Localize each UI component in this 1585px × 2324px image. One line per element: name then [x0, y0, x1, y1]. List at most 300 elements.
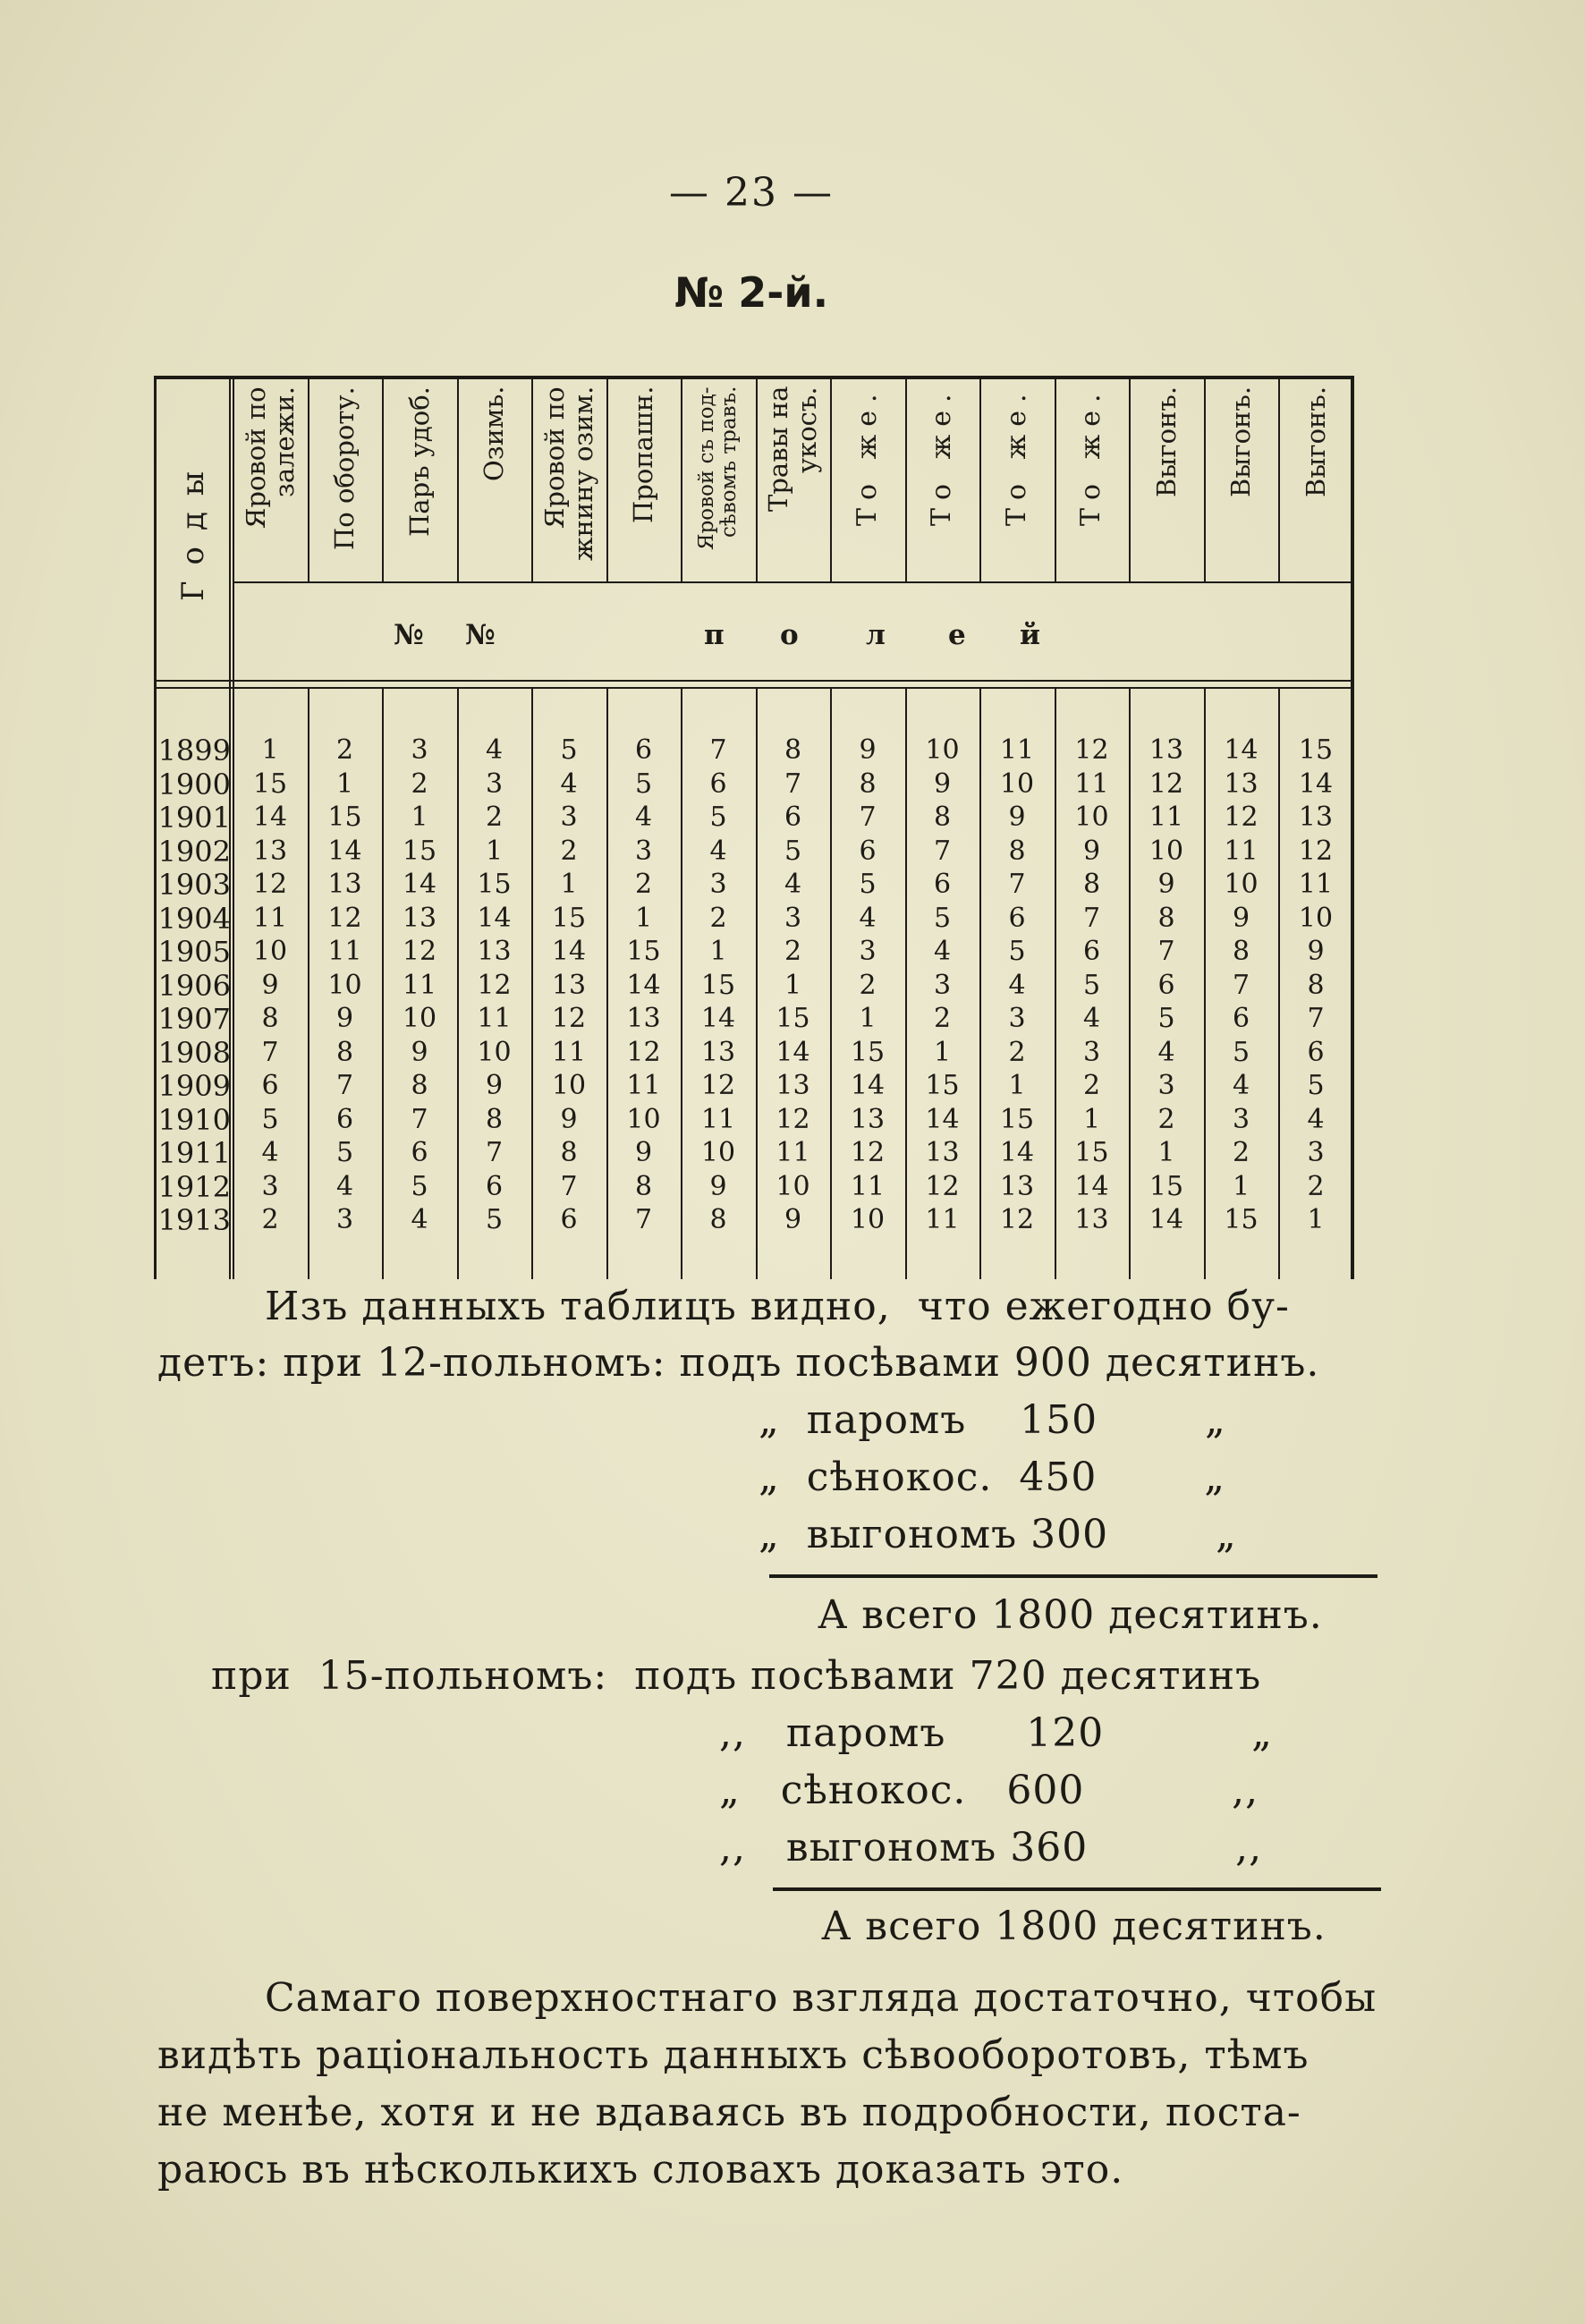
field-number-cell: 8 — [411, 1070, 428, 1101]
field-number-cell: 9 — [709, 1170, 727, 1202]
field-number-cell: 8 — [709, 1204, 727, 1235]
field-number-cell: 13 — [776, 1070, 810, 1101]
column-header-label: То же. — [851, 386, 883, 527]
field-number-cell: 5 — [1008, 936, 1026, 967]
field-number-cell: 1 — [1082, 1103, 1101, 1135]
year-cell: 1911 — [157, 1136, 231, 1170]
crop-rotation-table — [154, 376, 1352, 1279]
field-number-cell: 1 — [1008, 1070, 1026, 1101]
year-cell: 1902 — [157, 834, 231, 869]
field-number-cell: 9 — [261, 969, 279, 1001]
field-number-cell: 8 — [485, 1103, 504, 1135]
field-number-cell: 12 — [700, 1070, 736, 1101]
field-number-cell: 12 — [252, 869, 288, 900]
field-number-cell: 10 — [850, 1204, 886, 1235]
field-number-cell: 2 — [1157, 1103, 1175, 1135]
field-number-cell: 1 — [1157, 1137, 1175, 1168]
field-number-cell: 1 — [1232, 1170, 1250, 1202]
field-number-cell: 13 — [1074, 1204, 1109, 1235]
field-number-cell: 15 — [1148, 1170, 1184, 1202]
field-number-cell: 5 — [261, 1103, 279, 1135]
field-number-cell: 14 — [925, 1103, 960, 1135]
column-header — [756, 386, 831, 579]
year-cell: 1910 — [157, 1102, 231, 1137]
field-number-cell: 5 — [1082, 969, 1101, 1001]
field-number-cell: 15 — [850, 1036, 886, 1068]
field-number-cell: 1 — [261, 734, 279, 766]
field-number-cell: 7 — [485, 1137, 504, 1168]
field-number-cell: 1 — [784, 969, 802, 1001]
field-number-cell: 10 — [626, 1103, 661, 1135]
field-number-cell: 11 — [925, 1204, 960, 1235]
field-number-cell: 4 — [634, 802, 653, 833]
field-number-cell: 13 — [1148, 734, 1184, 766]
breakdown-line: „ сѣнокос. 600 ,, — [719, 1768, 1259, 1813]
field-number-cell: 9 — [335, 1003, 354, 1034]
fields-caption — [233, 610, 1352, 664]
column-header — [979, 386, 1055, 579]
field-number-cell: 15 — [626, 936, 661, 967]
field-number-cell: 14 — [850, 1070, 886, 1101]
years-header — [154, 376, 233, 680]
column-header-label: Выгонъ. — [1225, 386, 1257, 498]
year-cell: 1912 — [157, 1169, 231, 1204]
field-number-cell: 8 — [859, 768, 877, 800]
sum-rule — [769, 1574, 1377, 1578]
field-number-cell: 3 — [1157, 1070, 1175, 1101]
field-number-cell: 12 — [551, 1003, 587, 1034]
field-number-cell: 9 — [1157, 869, 1175, 900]
year-cell: 1908 — [157, 1035, 231, 1070]
field-number-cell: 7 — [784, 768, 802, 800]
paragraph-line: не менѣе, хотя и не вдаваясь въ подробности, поста- — [157, 2090, 1301, 2135]
fields-caption-glyph: й — [1020, 619, 1040, 651]
field-number-cell: 6 — [560, 1204, 578, 1235]
column-header-label: То же. — [1000, 386, 1032, 527]
field-number-cell: 8 — [1008, 835, 1026, 867]
field-number-cell: 4 — [411, 1204, 428, 1235]
year-cell: 1909 — [157, 1069, 231, 1103]
field-number-cell: 10 — [477, 1036, 512, 1068]
field-number-cell: 6 — [335, 1103, 354, 1135]
fields-caption-glyph: е — [948, 619, 966, 651]
field-number-cell: 6 — [485, 1170, 504, 1202]
field-number-cell: 9 — [784, 1204, 802, 1235]
field-number-cell: 9 — [859, 734, 877, 766]
column-header — [905, 386, 980, 579]
field-number-cell: 6 — [859, 835, 877, 867]
field-number-cell: 6 — [1307, 1036, 1325, 1068]
column-header-label: Выгонъ. — [1150, 386, 1182, 498]
field-number-cell: 11 — [327, 936, 362, 967]
field-number-cell: 9 — [1008, 802, 1026, 833]
field-number-cell: 7 — [709, 734, 727, 766]
field-number-cell: 7 — [1157, 936, 1175, 967]
field-number-cell: 10 — [1224, 869, 1259, 900]
field-number-cell: 15 — [477, 869, 512, 900]
table-title: № 2-й. — [674, 268, 829, 317]
field-number-cell: 14 — [551, 936, 587, 967]
field-number-cell: 1 — [859, 1003, 877, 1034]
field-number-cell: 3 — [933, 969, 952, 1001]
field-number-cell: 3 — [784, 902, 802, 934]
column-header-label: Выгонъ. — [1300, 386, 1331, 498]
field-number-cell: 4 — [709, 835, 727, 867]
field-number-cell: 15 — [1074, 1137, 1109, 1168]
field-number-cell: 7 — [1232, 969, 1250, 1001]
field-number-cell: 8 — [634, 1170, 653, 1202]
column-header — [1129, 386, 1204, 579]
field-number-cell: 10 — [1298, 902, 1334, 934]
field-number-cell: 5 — [560, 734, 578, 766]
column-header — [382, 386, 457, 579]
field-number-cell: 7 — [411, 1103, 428, 1135]
field-number-cell: 5 — [859, 869, 877, 900]
field-number-cell: 11 — [999, 734, 1035, 766]
year-cell: 1905 — [157, 935, 231, 969]
field-number-cell: 14 — [252, 802, 288, 833]
paragraph-line: раюсь въ нѣсколькихъ словахъ доказать это. — [157, 2147, 1124, 2193]
field-number-cell: 13 — [477, 936, 512, 967]
field-number-cell: 11 — [850, 1170, 886, 1202]
field-number-cell: 6 — [1082, 936, 1101, 967]
field-number-cell: 9 — [1232, 902, 1250, 934]
header-bottom-rule — [154, 687, 1353, 689]
field-number-cell: 14 — [700, 1003, 736, 1034]
field-number-cell: 11 — [1224, 835, 1259, 867]
field-number-cell: 11 — [626, 1070, 661, 1101]
field-number-cell: 14 — [1224, 734, 1259, 766]
year-cell: 1899 — [157, 734, 231, 768]
field-number-cell: 2 — [485, 802, 504, 833]
field-number-cell: 8 — [1232, 936, 1250, 967]
field-number-cell: 2 — [560, 835, 578, 867]
breakdown-line: „ паромъ 150 „ — [759, 1397, 1226, 1443]
field-number-cell: 8 — [1082, 869, 1101, 900]
field-number-cell: 9 — [1307, 936, 1325, 967]
field-number-cell: 7 — [335, 1070, 354, 1101]
field-number-cell: 7 — [1307, 1003, 1325, 1034]
field-number-cell: 4 — [335, 1170, 354, 1202]
field-number-cell: 10 — [402, 1003, 437, 1034]
column-header-label: То же. — [926, 386, 958, 527]
field-number-cell: 12 — [999, 1204, 1035, 1235]
field-number-cell: 10 — [700, 1137, 736, 1168]
field-number-cell: 12 — [626, 1036, 661, 1068]
field-number-cell: 6 — [784, 802, 802, 833]
field-number-cell: 14 — [402, 869, 437, 900]
column-header — [1204, 386, 1279, 579]
field-number-cell: 11 — [551, 1036, 587, 1068]
field-number-cell: 12 — [1074, 734, 1109, 766]
column-header-label: Пропашн. — [628, 386, 659, 524]
field-number-cell: 2 — [411, 768, 428, 800]
field-number-cell: 7 — [1008, 869, 1026, 900]
field-number-cell: 6 — [1157, 969, 1175, 1001]
field-number-cell: 13 — [626, 1003, 661, 1034]
field-number-cell: 11 — [776, 1137, 810, 1168]
paragraph-line: видѣть раціональность данныхъ сѣвооборотовъ, тѣмъ — [157, 2032, 1310, 2078]
field-number-cell: 7 — [933, 835, 952, 867]
field-number-cell: 15 — [700, 969, 736, 1001]
field-number-cell: 3 — [1232, 1103, 1250, 1135]
field-number-cell: 6 — [709, 768, 727, 800]
field-number-cell: 14 — [1148, 1204, 1184, 1235]
field-number-cell: 6 — [411, 1137, 428, 1168]
field-number-cell: 2 — [859, 969, 877, 1001]
field-number-cell: 3 — [1307, 1137, 1325, 1168]
field-number-cell: 5 — [485, 1204, 504, 1235]
field-number-cell: 13 — [402, 902, 437, 934]
field-number-cell: 1 — [485, 835, 504, 867]
field-number-cell: 10 — [1148, 835, 1184, 867]
field-number-cell: 14 — [327, 835, 362, 867]
field-number-cell: 8 — [560, 1137, 578, 1168]
field-number-cell: 15 — [402, 835, 437, 867]
paragraph-line: Самаго поверхностнаго взгляда достаточно, чтобы — [265, 1975, 1377, 2021]
year-cell: 1906 — [157, 968, 231, 1003]
field-number-cell: 4 — [784, 869, 802, 900]
field-number-cell: 5 — [411, 1170, 428, 1202]
field-number-cell: 10 — [925, 734, 960, 766]
table-top-rule — [154, 376, 1353, 379]
field-number-cell: 2 — [1082, 1070, 1101, 1101]
column-header — [531, 386, 606, 579]
field-number-cell: 2 — [634, 869, 653, 900]
field-number-cell: 13 — [999, 1170, 1035, 1202]
field-number-cell: 12 — [327, 902, 362, 934]
field-number-cell: 8 — [1157, 902, 1175, 934]
field-number-cell: 1 — [709, 936, 727, 967]
column-header — [233, 386, 308, 579]
fields-caption-glyph: п — [704, 619, 725, 651]
column-header-label: Яровой по жнину озим. — [538, 386, 598, 562]
field-number-cell: 11 — [477, 1003, 512, 1034]
field-number-cell: 9 — [485, 1070, 504, 1101]
field-number-cell: 2 — [261, 1204, 279, 1235]
year-cell: 1913 — [157, 1203, 231, 1237]
field-number-cell: 8 — [784, 734, 802, 766]
column-header — [308, 386, 383, 579]
field-number-cell: 11 — [252, 902, 288, 934]
field-number-cell: 15 — [999, 1103, 1035, 1135]
field-number-cell: 3 — [485, 768, 504, 800]
field-number-cell: 8 — [1307, 969, 1325, 1001]
field-number-cell: 3 — [859, 936, 877, 967]
field-number-cell: 11 — [700, 1103, 736, 1135]
fields-caption-glyph: о — [780, 619, 799, 651]
field-number-cell: 1 — [411, 802, 428, 833]
field-number-cell: 12 — [925, 1170, 960, 1202]
paragraph-line: при 15-польномъ: подъ посѣвами 720 десятинъ — [211, 1653, 1262, 1699]
fields-caption-glyph: № — [465, 619, 496, 651]
field-number-cell: 6 — [1008, 902, 1026, 934]
field-number-cell: 5 — [1157, 1003, 1175, 1034]
field-number-cell: 4 — [485, 734, 504, 766]
field-number-cell: 13 — [925, 1137, 960, 1168]
field-number-cell: 15 — [252, 768, 288, 800]
column-header-label: Паръ удоб. — [403, 386, 435, 537]
year-cell: 1904 — [157, 901, 231, 936]
field-number-cell: 13 — [850, 1103, 886, 1135]
field-number-cell: 3 — [1008, 1003, 1026, 1034]
field-number-cell: 4 — [261, 1137, 279, 1168]
field-number-cell: 13 — [551, 969, 587, 1001]
column-header — [681, 386, 756, 579]
year-cell: 1903 — [157, 868, 231, 902]
field-number-cell: 4 — [1157, 1036, 1175, 1068]
field-number-cell: 12 — [1148, 768, 1184, 800]
field-number-cell: 9 — [933, 768, 952, 800]
column-header-label: Озимь. — [479, 386, 510, 482]
field-number-cell: 5 — [784, 835, 802, 867]
field-number-cell: 1 — [335, 768, 354, 800]
column-header — [457, 386, 532, 579]
field-number-cell: 5 — [335, 1137, 354, 1168]
field-number-cell: 14 — [626, 969, 661, 1001]
field-number-cell: 13 — [327, 869, 362, 900]
field-number-cell: 13 — [700, 1036, 736, 1068]
field-number-cell: 2 — [709, 902, 727, 934]
column-header — [830, 386, 905, 579]
field-number-cell: 1 — [933, 1036, 952, 1068]
field-number-cell: 15 — [925, 1070, 960, 1101]
field-number-cell: 13 — [252, 835, 288, 867]
header-bottom-rule — [154, 680, 1353, 682]
field-number-cell: 15 — [327, 802, 362, 833]
breakdown-line: „ сѣнокос. 450 „ — [759, 1455, 1226, 1500]
field-number-cell: 13 — [1298, 802, 1334, 833]
field-number-cell: 12 — [477, 969, 512, 1001]
field-number-cell: 10 — [1074, 802, 1109, 833]
field-number-cell: 2 — [1232, 1137, 1250, 1168]
field-number-cell: 11 — [1148, 802, 1184, 833]
total-line: А всего 1800 десятинъ. — [818, 1592, 1323, 1638]
column-header-label: Яровой съ под- сѣвомъ травъ. — [694, 386, 741, 550]
column-header — [606, 386, 682, 579]
field-number-cell: 10 — [551, 1070, 587, 1101]
field-number-cell: 3 — [1082, 1036, 1101, 1068]
field-number-cell: 12 — [1224, 802, 1259, 833]
column-header-label: То же. — [1075, 386, 1107, 527]
field-number-cell: 11 — [1298, 869, 1334, 900]
field-number-cell: 14 — [1298, 768, 1334, 800]
field-number-cell: 12 — [402, 936, 437, 967]
field-number-cell: 10 — [999, 768, 1035, 800]
header-divider — [233, 581, 1353, 583]
field-number-cell: 12 — [1298, 835, 1334, 867]
field-number-cell: 1 — [560, 869, 578, 900]
field-number-cell: 10 — [776, 1170, 810, 1202]
field-number-cell: 10 — [252, 936, 288, 967]
field-number-cell: 3 — [261, 1170, 279, 1202]
field-number-cell: 5 — [709, 802, 727, 833]
total-line: А всего 1800 десятинъ. — [821, 1904, 1326, 1949]
field-number-cell: 15 — [1224, 1204, 1259, 1235]
field-number-cell: 4 — [1082, 1003, 1101, 1034]
year-cell: 1907 — [157, 1002, 231, 1036]
field-number-cell: 7 — [1082, 902, 1101, 934]
field-number-cell: 4 — [859, 902, 877, 934]
field-number-cell: 15 — [551, 902, 587, 934]
field-number-cell: 4 — [933, 936, 952, 967]
breakdown-line: „ выгономъ 300 „ — [759, 1512, 1237, 1557]
field-number-cell: 4 — [1307, 1103, 1325, 1135]
field-number-cell: 14 — [776, 1036, 810, 1068]
breakdown-line: ,, выгономъ 360 ,, — [719, 1825, 1263, 1870]
field-number-cell: 7 — [859, 802, 877, 833]
column-header — [1055, 386, 1130, 579]
field-number-cell: 14 — [1074, 1170, 1109, 1202]
field-number-cell: 12 — [850, 1137, 886, 1168]
field-number-cell: 2 — [933, 1003, 952, 1034]
column-header — [1278, 386, 1353, 579]
year-cell: 1901 — [157, 801, 231, 835]
field-number-cell: 15 — [1298, 734, 1334, 766]
breakdown-line: ,, паромъ 120 „ — [719, 1710, 1273, 1756]
fields-caption-glyph: № — [394, 619, 424, 651]
field-number-cell: 7 — [261, 1036, 279, 1068]
year-cell: 1900 — [157, 767, 231, 802]
field-number-cell: 6 — [933, 869, 952, 900]
field-number-cell: 9 — [560, 1103, 578, 1135]
column-header-label: Травы на укосъ. — [763, 386, 823, 513]
field-number-cell: 3 — [335, 1204, 354, 1235]
field-number-cell: 6 — [261, 1070, 279, 1101]
field-number-cell: 8 — [933, 802, 952, 833]
column-header-label: По обороту. — [329, 386, 360, 550]
field-number-cell: 2 — [1008, 1036, 1026, 1068]
field-number-cell: 8 — [335, 1036, 354, 1068]
field-number-cell: 3 — [709, 869, 727, 900]
field-number-cell: 2 — [784, 936, 802, 967]
field-number-cell: 4 — [560, 768, 578, 800]
field-number-cell: 7 — [560, 1170, 578, 1202]
field-number-cell: 9 — [411, 1036, 428, 1068]
field-number-cell: 3 — [560, 802, 578, 833]
field-number-cell: 11 — [1074, 768, 1109, 800]
field-number-cell: 4 — [1008, 969, 1026, 1001]
field-number-cell: 2 — [1307, 1170, 1325, 1202]
field-number-cell: 2 — [335, 734, 354, 766]
field-number-cell: 14 — [477, 902, 512, 934]
fields-caption-glyph: л — [866, 619, 886, 651]
field-number-cell: 1 — [1307, 1204, 1325, 1235]
field-number-cell: 4 — [1232, 1070, 1250, 1101]
field-number-cell: 11 — [402, 969, 437, 1001]
paragraph-line: Изъ данныхъ таблицъ видно, что ежегодно бу- — [265, 1284, 1290, 1329]
field-number-cell: 15 — [776, 1003, 810, 1034]
field-number-cell: 7 — [634, 1204, 653, 1235]
field-number-cell: 14 — [999, 1137, 1035, 1168]
field-number-cell: 1 — [634, 902, 653, 934]
field-number-cell: 3 — [411, 734, 428, 766]
field-number-cell: 5 — [1232, 1036, 1250, 1068]
field-number-cell: 13 — [1224, 768, 1259, 800]
field-number-cell: 5 — [1307, 1070, 1325, 1101]
field-number-cell: 5 — [933, 902, 952, 934]
paragraph-line: детъ: при 12-польномъ: подъ посѣвами 900 десятинъ. — [157, 1340, 1320, 1386]
field-number-cell: 6 — [1232, 1003, 1250, 1034]
field-number-cell: 6 — [634, 734, 653, 766]
field-number-cell: 8 — [261, 1003, 279, 1034]
field-number-cell: 9 — [634, 1137, 653, 1168]
page-number: — 23 — — [669, 170, 834, 216]
field-number-cell: 12 — [776, 1103, 810, 1135]
years-header-label: Годы — [175, 454, 211, 601]
field-number-cell: 3 — [634, 835, 653, 867]
column-header-label: Яровой по залежи. — [240, 386, 300, 529]
